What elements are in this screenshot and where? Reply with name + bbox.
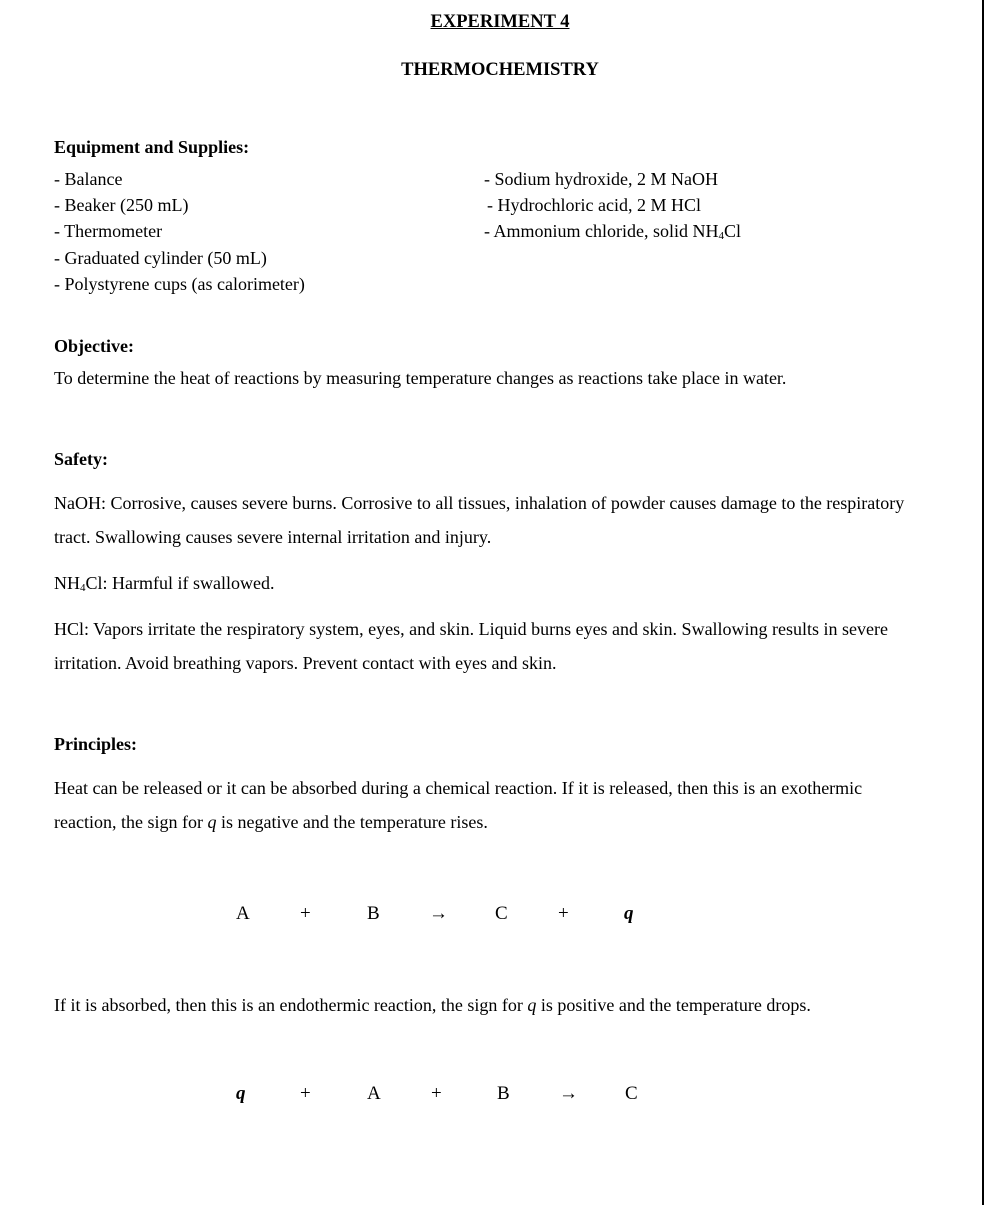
equation-term: B (367, 903, 380, 924)
equation-operator: + (300, 903, 311, 924)
equipment-item: - Beaker (250 mL) (54, 195, 189, 215)
experiment-title: EXPERIMENT 4 (430, 12, 570, 32)
safety-heading: Safety: (54, 449, 108, 469)
equipment-item: - Balance (54, 169, 123, 189)
equation-term: A (367, 1083, 381, 1104)
equation-heat-q: q (236, 1083, 246, 1104)
equation-arrow: → (429, 903, 448, 924)
page-border (982, 0, 984, 1205)
equipment-item: - Thermometer (54, 221, 163, 241)
equation-operator: + (558, 903, 569, 924)
objective-heading: Objective: (54, 336, 134, 356)
equation-operator: + (431, 1083, 442, 1104)
equipment-heading: Equipment and Supplies: (54, 137, 250, 157)
safety-nh4cl: $NH_4Cl$: Harmful if swallowed. (54, 573, 275, 594)
equation-operator: + (300, 1083, 311, 1104)
equation-term: C (495, 903, 508, 924)
safety-naoh: NaOH: Corrosive, causes severe burns. Corrosive to all tissues, inhalation of powder causes damage to the respiratory tract. Swallowing causes severe internal irritation and injury. (54, 493, 905, 547)
equipment-item: - Graduated cylinder (50 mL) (54, 248, 267, 268)
equation-term: A (236, 903, 250, 924)
experiment-subtitle: THERMOCHEMISTRY (401, 60, 599, 80)
principles-heading: Principles: (54, 734, 137, 754)
objective-text: To determine the heat of reactions by measuring temperature changes as reactions take place in water. (54, 368, 787, 388)
supply-item: - Hydrochloric acid, 2 M HCl (487, 195, 701, 215)
principles-endothermic-text: If it is absorbed, then this is an endothermic reaction, the sign for q is positive and the temperature drops. (54, 995, 811, 1015)
equation-term: B (497, 1083, 510, 1104)
equipment-item: - Polystyrene cups (as calorimeter) (54, 274, 305, 294)
equation-term: C (625, 1083, 638, 1104)
principles-exothermic-text: Heat can be released or it can be absorbed during a chemical reaction. If it is released, then this is an exothermic reaction, the sign for q is negative and the temperature rises. (54, 778, 863, 832)
supply-item: - Sodium hydroxide, 2 M NaOH (484, 169, 718, 189)
equation-arrow: → (559, 1083, 578, 1104)
supply-item: - Ammonium chloride, solid $NH_4Cl$ (484, 221, 741, 242)
safety-hcl: HCl: Vapors irritate the respiratory system, eyes, and skin. Liquid burns eyes and skin. Swallowing results in severe irritation. Avoid breathing vapors. Prevent contact with eyes and skin. (54, 619, 889, 673)
equation-heat-q: q (624, 903, 634, 924)
